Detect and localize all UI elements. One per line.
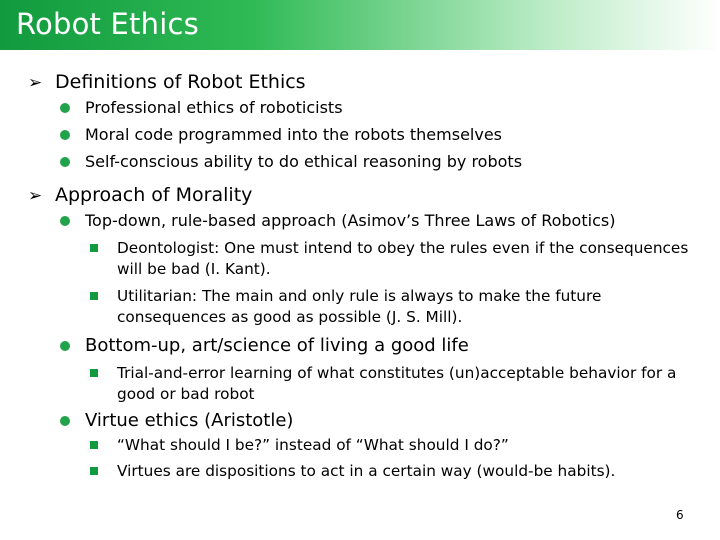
square-bullet-icon (90, 244, 98, 252)
slide-content: ➢ Definitions of Robot Ethics Professional ethics of roboticists Moral code programmed into the robots themselves Self-conscious ability to do ethical reasoning by robots ➢ Approach of Morality Top-down, rule-based approach (Asimov’s Three Laws of Robotics) Deontologist: One must intend to obey the rules even if the consequences will be bad (I. Kant). Utilitarian: The main and only rule is always to make the future consequences as good as possible (J. S. Mill). Bottom-up, art/science of living a good life Trial-and-error learning of what constitutes (un)acceptable behavior for a good or bad robot Virtue ethics (Aristotle) “What should I be?” instead of “What should I do?” Virtues are dispositions to act in a certain way (would-be habits). 6 (28, 71, 689, 522)
dot-bullet-icon (60, 157, 70, 167)
dot-bullet-icon (60, 130, 70, 140)
page-number: 6 (676, 508, 684, 522)
dot-bullet-icon (60, 216, 70, 226)
dot-bullet-icon (60, 341, 70, 351)
arrow-bullet-icon: ➢ (28, 186, 43, 206)
square-bullet-icon (90, 369, 98, 377)
dot-bullet-icon (60, 416, 70, 426)
slide-title: Robot Ethics (16, 7, 199, 41)
square-bullet-icon (90, 467, 98, 475)
arrow-bullet-icon: ➢ (28, 73, 43, 93)
square-bullet-icon (90, 441, 98, 449)
dot-bullet-icon (60, 103, 70, 113)
square-bullet-icon (90, 292, 98, 300)
